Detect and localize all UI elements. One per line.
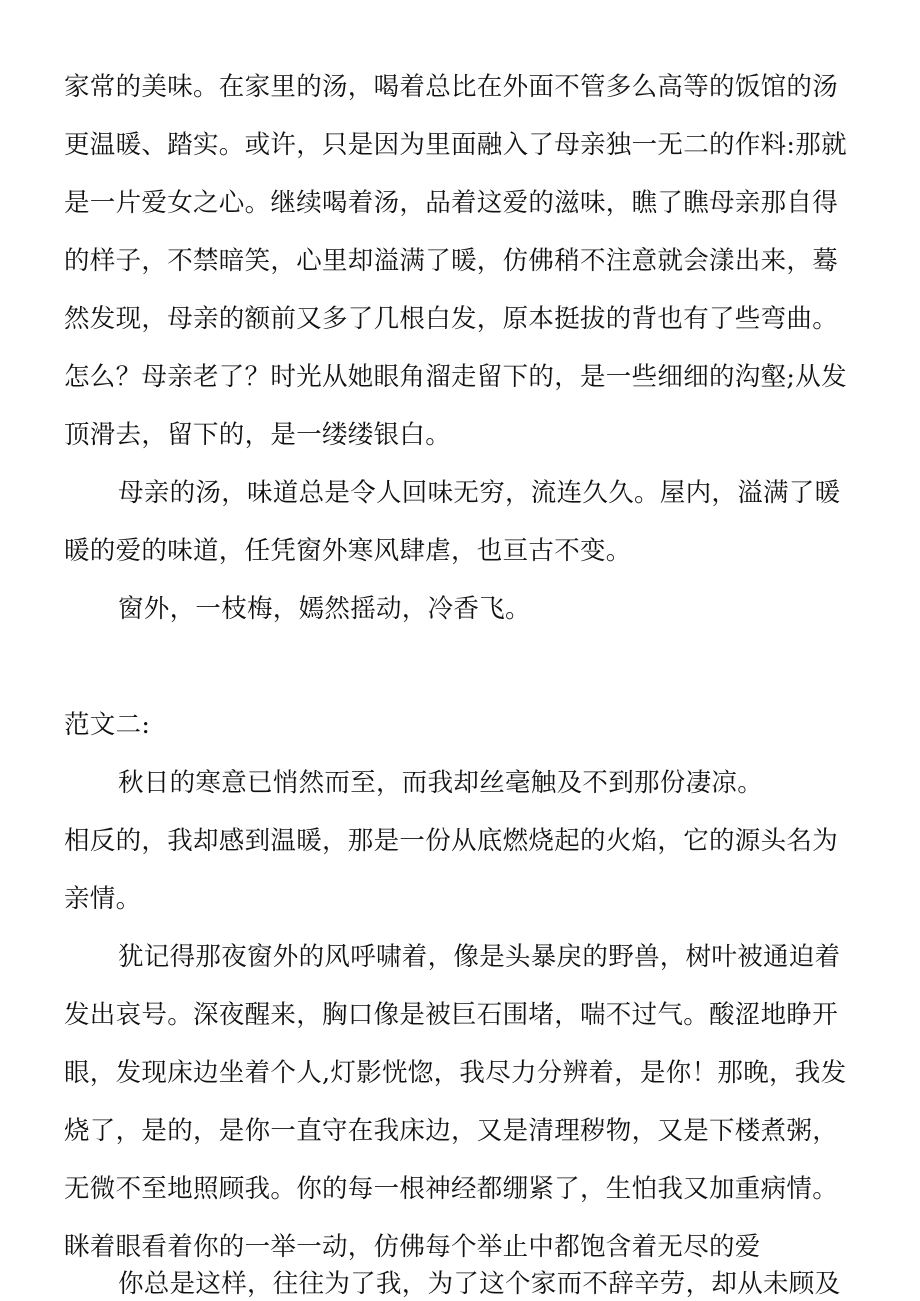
text-line: 顶滑去，留下的，是一缕缕银白。 — [64, 420, 452, 450]
text-line: 家常的美味。在家里的汤，喝着总比在外面不管多么高等的饭馆的汤 — [64, 72, 839, 102]
text-line: 亲情。 — [64, 884, 142, 914]
paragraph-first-line: 母亲的汤，味道总是令人回味无穷，流连久久。屋内，溢满了暖 — [118, 478, 841, 508]
text-line: 相反的，我却感到温暖，那是一份从底燃烧起的火焰，它的源头名为 — [64, 826, 839, 856]
text-line: 然发现，母亲的额前又多了几根白发，原本挺拔的背也有了些弯曲。 — [64, 304, 839, 334]
text-line: 的样子，不禁暗笑，心里却溢满了暖，仿佛稍不注意就会漾出来，蓦 — [64, 246, 839, 276]
section-heading: 范文二: — [64, 710, 151, 740]
text-line: 怎么？母亲老了？时光从她眼角溜走留下的，是一些细细的沟壑;从发 — [64, 362, 847, 392]
text-line: 发出哀号。深夜醒来，胸口像是被巨石围堵，喘不过气。酸涩地睁开 — [64, 1000, 839, 1030]
text-line: 眯着眼看着你的一举一动，仿佛每个举止中都饱含着无尽的爱 — [64, 1232, 761, 1262]
text-line: 无微不至地照顾我。你的每一根神经都绷紧了，生怕我又加重病情。 — [64, 1174, 839, 1204]
paragraph-first-line: 窗外，一枝梅，嫣然摇动，冷香飞。 — [118, 594, 531, 624]
paragraph-first-line: 你总是这样，往往为了我，为了这个家而不辞辛劳，却从未顾及 — [118, 1269, 841, 1299]
text-line: 眼，发现床边坐着个人,灯影恍惚，我尽力分辨着，是你！那晚，我发 — [64, 1058, 847, 1088]
text-line: 烧了，是的，是你一直守在我床边，又是清理秽物，又是下楼煮粥， — [64, 1116, 839, 1146]
text-line: 是一片爱女之心。继续喝着汤，品着这爱的滋味，瞧了瞧母亲那自得 — [64, 188, 839, 218]
text-line: 暖的爱的味道，任凭窗外寒风肆虐，也亘古不变。 — [64, 536, 632, 566]
paragraph-first-line: 秋日的寒意已悄然而至，而我却丝毫触及不到那份凄凉。 — [118, 768, 764, 798]
text-line: 更温暖、踏实。或许，只是因为里面融入了母亲独一无二的作料:那就 — [64, 130, 847, 160]
paragraph-first-line: 犹记得那夜窗外的风呼啸着，像是头暴戾的野兽，树叶被通迫着 — [118, 942, 841, 972]
